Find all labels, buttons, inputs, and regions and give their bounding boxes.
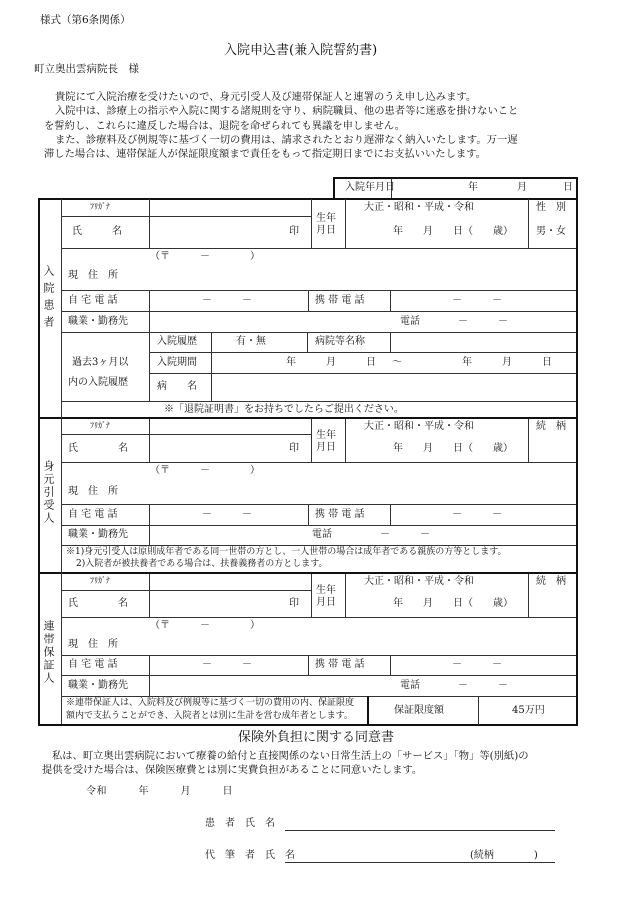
guarantor-note-2: 額内で支払うことができ、入院者とは別に生計を営む成年者とします。 — [66, 711, 353, 721]
guarantor-furigana-label: ﾌﾘｶﾞﾅ — [90, 576, 110, 585]
admission-day[interactable]: 日 — [563, 182, 573, 193]
guardian-furigana-label: ﾌﾘｶﾞﾅ — [90, 421, 110, 430]
consent-p1: 私は、町立奥出雲病院において療養の給付と直接関係のない日常生活上の「サービス」「物」等(別紙)の — [52, 750, 529, 762]
guarantor-name-label: 氏 名 — [68, 598, 128, 609]
guardian-postal[interactable]: （〒 － ） — [150, 465, 260, 476]
consent-date[interactable]: 令和 年 月 日 — [86, 786, 233, 797]
patient-job-tel-label: 電話 — [400, 316, 420, 327]
form-number: 様式（第6条関係） — [40, 14, 131, 26]
limit-value: 45万円 — [512, 705, 545, 716]
intro-p3b: 滞した場合は、連帯保証人が保証限度額まで責任をもって指定期日までにお支払いいたします。 — [44, 148, 486, 161]
patient-mobile-label: 携 帯 電 話 — [315, 295, 365, 306]
guarantor-relation-label: 続 柄 — [536, 576, 566, 587]
guarantor-birth-label: 生年月日 — [316, 585, 336, 608]
guardian-birth-label: 生年月日 — [316, 430, 336, 453]
patient-label: 入院患者 — [42, 265, 55, 333]
adm-history-label: 入院履歴 — [157, 336, 197, 347]
intro-p3a: また、診療料及び例規等に基づく一切の費用は、請求されたとおり遅滞なく納入いたします。万一遅 — [55, 133, 518, 146]
patient-furigana-label: ﾌﾘｶﾞﾅ — [90, 202, 110, 211]
period-from[interactable]: 年 月 日 — [286, 357, 376, 368]
consent-proxy-name-label: 代 筆 者 氏 名 — [205, 850, 295, 861]
patient-birth-label: 生年月日 — [316, 213, 336, 236]
consent-patient-name-line[interactable] — [285, 830, 555, 831]
guarantor-mobile-label: 携 帯 電 話 — [315, 659, 365, 670]
guardian-name-label: 氏 名 — [68, 443, 128, 454]
patient-job-label: 職業・勤務先 — [68, 316, 128, 327]
period-tilde: ～ — [392, 357, 402, 368]
guardian-note-2: 2)入院者が被扶養者である場合は、扶養義務者の方とします。 — [76, 559, 328, 569]
patient-job-tel[interactable]: － － — [458, 316, 508, 327]
limit-label: 保証限度額 — [394, 705, 444, 716]
guarantor-note-1: ※連帯保証人は、入院料及び例規等に基づく一切の費用の内、保証限度 — [66, 698, 355, 708]
form-title: 入院申込書(兼入院誓約書) — [224, 43, 378, 58]
patient-address-label: 現 住 所 — [68, 270, 118, 281]
consent-proxy-relation[interactable]: (続柄 ) — [470, 850, 538, 861]
history-label-2: 内の入院履歴 — [68, 377, 128, 388]
guarantor-job-tel-label: 電話 — [400, 680, 420, 691]
consent-p2: 提供を受けた場合は、保険医療費とは別に実費負担があることに同意いたします。 — [42, 764, 423, 777]
patient-birthdate[interactable]: 年 月 日（ 歳） — [393, 226, 513, 237]
intro-text — [44, 90, 616, 161]
patient-mobile[interactable]: － － — [452, 295, 502, 306]
discharge-note: ※「退院証明書」をお持ちでしたらご提出ください。 — [164, 404, 404, 415]
consent-title: 保険外負担に関する同意書 — [238, 730, 395, 745]
guarantor-mobile[interactable]: － － — [452, 659, 502, 670]
period-to[interactable]: 年 月 日 — [462, 357, 552, 368]
hospital-name-label: 病院等名称 — [315, 336, 365, 347]
patient-seal: 印 — [289, 226, 299, 237]
patient-home-phone-label: 自 宅 電 話 — [68, 295, 118, 306]
guarantor-job-tel[interactable]: － － — [458, 680, 508, 691]
patient-postal[interactable]: （〒 － ） — [150, 251, 260, 262]
guarantor-job-label: 職業・勤務先 — [68, 680, 128, 691]
intro-p2a: 入院中は、診療上の指示や入院に関する諸規則を守り、病院職員、他の患者等に迷惑を掛けないこと — [55, 105, 519, 118]
guarantor-seal: 印 — [289, 598, 299, 609]
guarantor-address-label: 現 住 所 — [68, 639, 118, 650]
guardian-birthdate[interactable]: 年 月 日（ 歳） — [393, 443, 513, 454]
guardian-address-label: 現 住 所 — [68, 486, 118, 497]
patient-home-phone[interactable]: － － — [202, 295, 252, 306]
guardian-mobile[interactable]: － － — [452, 509, 502, 520]
consent-patient-name-label: 患 者 氏 名 — [205, 818, 275, 829]
intro-p2b: を誓約し、これらに違反した場合は、退院を命ぜられても異議を申しません。 — [44, 119, 406, 132]
guardian-home-phone-label: 自 宅 電 話 — [68, 509, 118, 520]
addressee: 町立奥出雲病院長 様 — [34, 63, 139, 75]
guardian-home-phone[interactable]: － － — [202, 509, 252, 520]
history-label-1: 過去3ヶ月以 — [72, 357, 129, 368]
intro-p1: 貴院にて入院治療を受けたいので、身元引受人及び連帯保証人と連署のうえ申し込みます。 — [55, 91, 477, 103]
guardian-mobile-label: 携 帯 電 話 — [315, 509, 365, 520]
patient-sex[interactable]: 男・女 — [536, 226, 566, 237]
guarantor-era[interactable]: 大正・昭和・平成・令和 — [364, 576, 474, 587]
admission-year[interactable]: 年 — [468, 182, 478, 193]
guardian-job-label: 職業・勤務先 — [68, 529, 128, 540]
guardian-job-tel-label: 電話 — [312, 529, 332, 540]
guardian-label: 身元引受人 — [42, 460, 55, 525]
guarantor-birthdate[interactable]: 年 月 日（ 歳） — [393, 598, 513, 609]
patient-era[interactable]: 大正・昭和・平成・令和 — [364, 202, 474, 213]
guardian-note-1: ※1)身元引受人は原則成年者である同一世帯の方とし、一人世帯の場合は成年者である親族の方等とします。 — [66, 547, 507, 557]
admission-date-label: 入院年月日 — [345, 182, 395, 193]
patient-name-label: 氏 名 — [72, 226, 122, 237]
admission-month[interactable]: 月 — [517, 182, 527, 193]
guarantor-home-phone[interactable]: － － — [202, 659, 252, 670]
period-label: 入院期間 — [157, 357, 197, 368]
guarantor-label: 連帯保証人 — [42, 620, 55, 685]
consent-text — [42, 749, 614, 778]
disease-label: 病 名 — [157, 381, 197, 392]
patient-sex-label: 性 別 — [536, 202, 566, 213]
guarantor-home-phone-label: 自 宅 電 話 — [68, 659, 118, 670]
guardian-era[interactable]: 大正・昭和・平成・令和 — [364, 421, 474, 432]
guardian-job-tel[interactable]: － － — [380, 529, 430, 540]
guardian-seal: 印 — [289, 443, 299, 454]
adm-history-yes-no[interactable]: 有・無 — [236, 336, 266, 347]
consent-proxy-name-line[interactable] — [285, 862, 555, 863]
guarantor-postal[interactable]: （〒 － ） — [150, 620, 260, 631]
guardian-relation-label: 続 柄 — [536, 421, 566, 432]
